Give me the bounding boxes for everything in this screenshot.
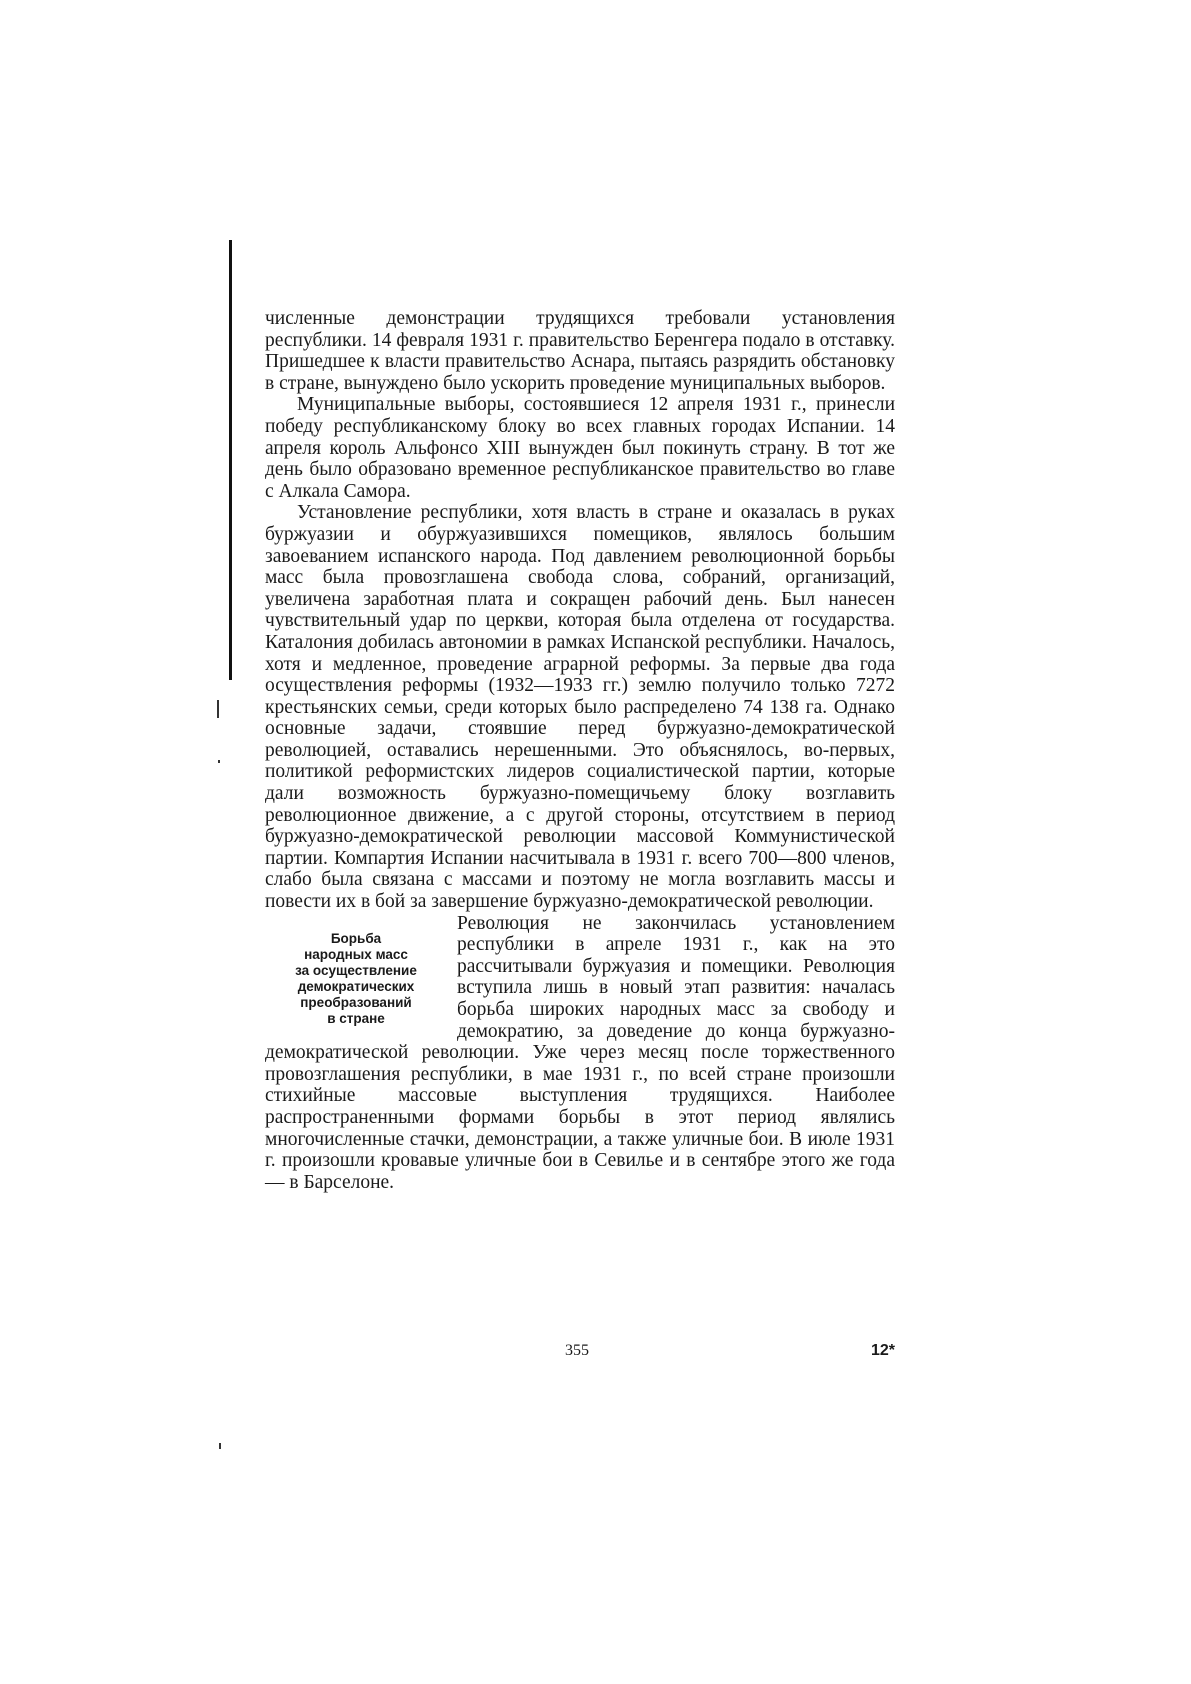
sidenote-paragraph-block (265, 913, 895, 1194)
paragraph: Революция не закончилась установлением республики в апреле 1931 г., как на это рассчитывали буржуазия и помещики. Революция вступила лишь в новый этап развития: началась борьба широких народных масс за свободу и демократию, за доведение до конца буржуазно-демократической революции. Уже через месяц после торжественного провозглашения республики, в мае 1931 г., по всей стране произошли стихийные массовые выступления трудящихся. Наиболее распространенными формами борьбы в этот период являлись многочисленные стачки, демонстрации, а также уличные бои. В июле 1931 г. произошли кровавые уличные бои в Севилье и в сентябре этого же года — в Барселоне. (265, 912, 895, 1193)
paragraph: Муниципальные выборы, состоявшиеся 12 апреля 1931 г., принесли победу республиканскому блоку во всех главных городах Испании. 14 апреля король Альфонсо XIII вынужден был покинуть страну. В тот же день было образовано временное республиканское правительство во главе с Алкала Самора. (265, 394, 895, 502)
page-body (265, 308, 895, 1193)
paragraph: Установление республики, хотя власть в стране и оказалась в руках буржуазии и обуржуазившихся помещиков, являлось большим завоеванием испанского народа. Под давлением революционной борьбы масс была провозглашена свобода слова, собраний, организаций, увеличена заработная плата и сокращен рабочий день. Был нанесен чувствительный удар по церкви, которая была отделена от государства. Каталония добилась автономии в рамках Испанской республики. Началось, хотя и медленное, проведение аграрной реформы. За первые два года осуществления реформы (1932—1933 гг.) землю получило только 7272 крестьянских семьи, среди которых было распределено 74 138 га. Однако основные задачи, стоявшие перед буржуазно-демократической революцией, оставались нерешенными. Это объяснялось, во-первых, политикой реформистских лидеров социалистической партии, которые дали возможность буржуазно-помещичьему блоку возглавить революционное движение, а с другой стороны, отсутствием в период буржуазно-демократической революции массовой Коммунистической партии. Компартия Испании насчитывала в 1931 г. всего 700—800 членов, слабо была связана с массами и поэтому не могла возглавить массы и повести их в бой за завершение буржуазно-демократической революции. (265, 502, 895, 913)
scan-speck (218, 760, 220, 763)
scan-speck (217, 700, 219, 718)
page-footer (265, 1342, 895, 1366)
signature-mark: 12* (870, 1342, 895, 1359)
paragraph: численные демонстрации трудящихся требовали установления республики. 14 февраля 1931 г. правительство Беренгера подало в отставку. Пришедшее к власти правительство Аснара, пытаясь разрядить обстановку в стране, вынуждено было ускорить проведение муниципальных выборов. (265, 308, 895, 394)
scan-speck (219, 1443, 221, 1449)
scan-edge-mark (229, 240, 232, 680)
margin-heading: Борьба народных масс за осуществление демократических преобразований в стране (295, 930, 417, 1026)
page-number: 355 (565, 1342, 589, 1359)
